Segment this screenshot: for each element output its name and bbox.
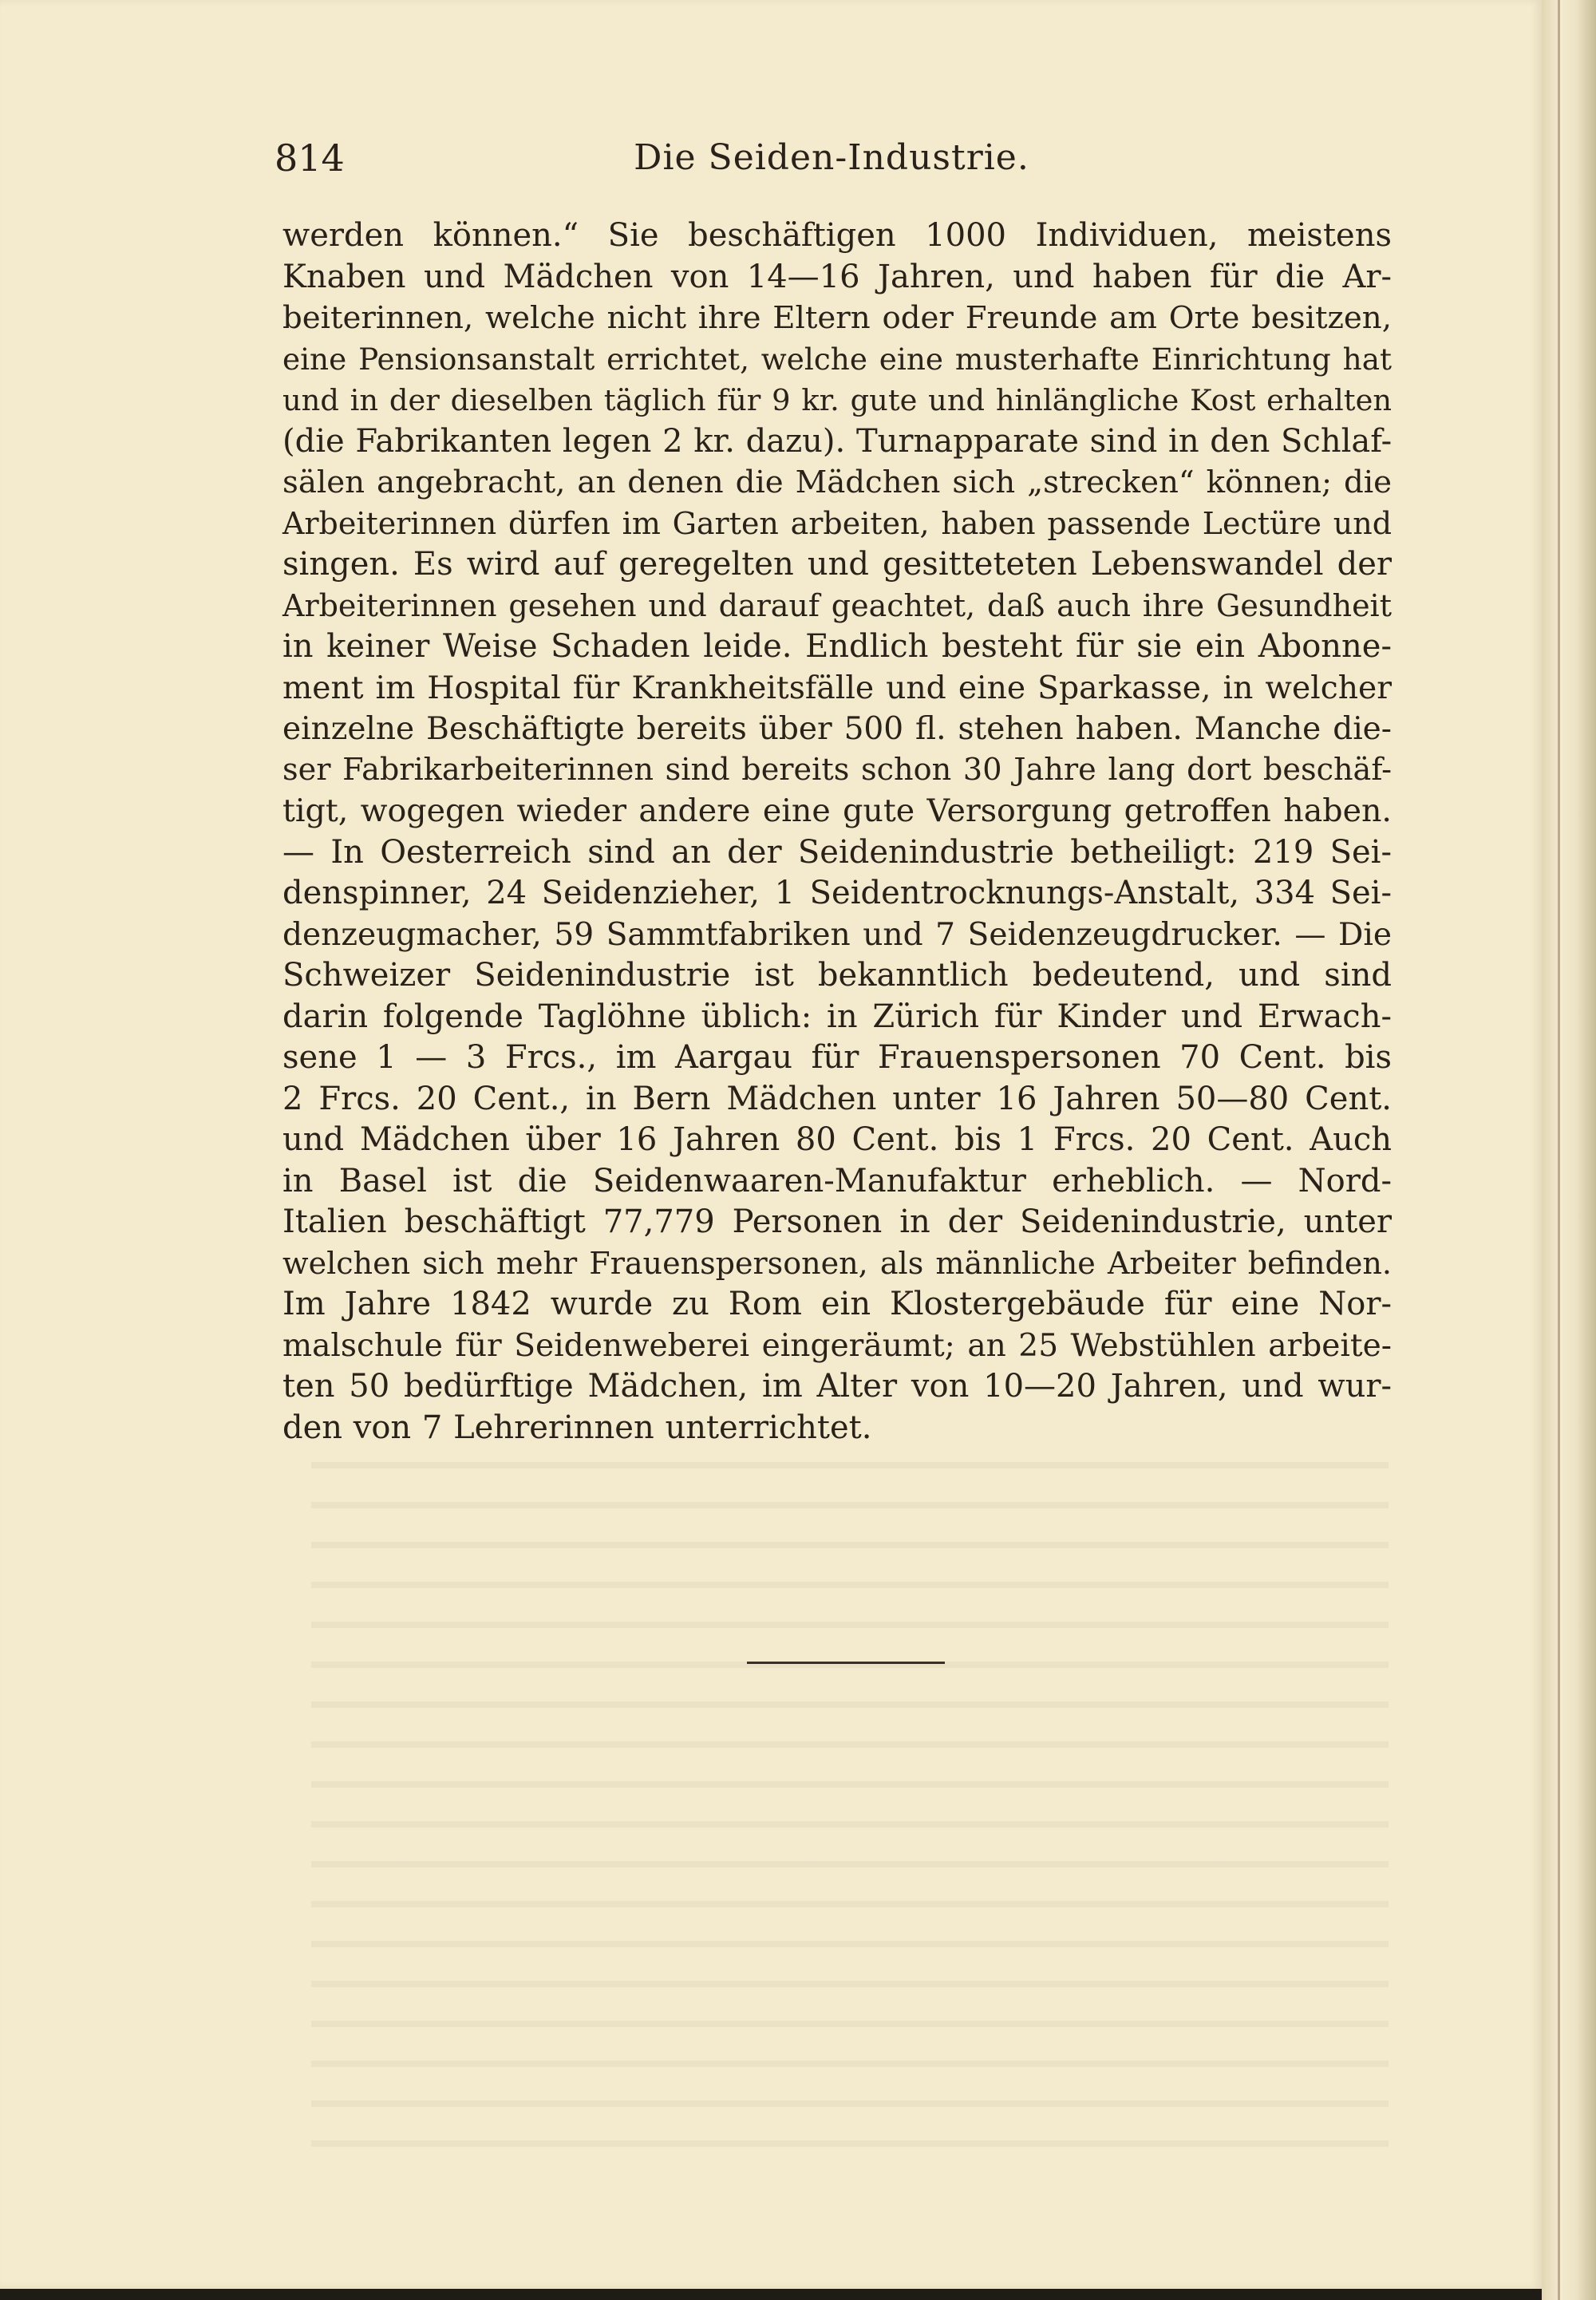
- text-line: ment im Hospital für Krankheitsfälle und eine Sparkasse, in welcher: [282, 670, 1392, 706]
- text-line: in Basel ist die Seidenwaaren-Manufaktur erheblich. — Nord-: [282, 1162, 1392, 1199]
- text-line: (die Fabrikanten legen 2 kr. dazu). Turnapparate sind in den Schlaf-: [282, 422, 1393, 460]
- text-line: denzeugmacher, 59 Sammtfabriken und 7 Seidenzeugdrucker. — Die: [282, 916, 1392, 953]
- text-line: sene 1 — 3 Frcs., im Aargau für Frauenspersonen 70 Cent. bis: [282, 1039, 1392, 1076]
- text-line: welchen sich mehr Frauenspersonen, als männliche Arbeiter befinden.: [282, 1245, 1392, 1281]
- text-line: Knaben und Mädchen von 14—16 Jahren, und haben für die Ar-: [282, 258, 1392, 295]
- text-line: darin folgende Taglöhne üblich: in Zürich für Kinder und Erwach-: [282, 998, 1392, 1035]
- text-line: Arbeiterinnen dürfen im Garten arbeiten, haben passende Lectüre und: [282, 505, 1392, 541]
- section-divider-rule: [747, 1662, 945, 1664]
- text-line: — In Oesterreich sind an der Seidenindustrie betheiligt: 219 Sei-: [282, 833, 1392, 871]
- text-line: denspinner, 24 Seidenzieher, 1 Seidentrocknungs-Anstalt, 334 Sei-: [282, 875, 1392, 911]
- text-line: malschule für Seidenweberei eingeräumt; an 25 Webstühlen arbeite-: [282, 1327, 1392, 1364]
- text-line: werden können.“ Sie beschäftigen 1000 Individuen, meistens: [282, 217, 1392, 254]
- text-line: und in der dieselben täglich für 9 kr. gute und hinlängliche Kost erhalten: [282, 383, 1392, 417]
- page-edge-line: [1558, 0, 1560, 2300]
- scan-bottom-border: [0, 2289, 1542, 2300]
- text-line: beiterinnen, welche nicht ihre Eltern oder Freunde am Orte besitzen,: [282, 300, 1392, 336]
- text-line: Schweizer Seidenindustrie ist bekanntlich bedeutend, und sind: [282, 957, 1392, 994]
- text-line: sälen angebracht, an denen die Mädchen sich „strecken“ können; die: [282, 464, 1392, 500]
- text-line: tigt, wogegen wieder andere eine gute Versorgung getroffen haben.: [282, 792, 1392, 829]
- text-line: den von 7 Lehrerinnen unterrichtet.: [282, 1409, 872, 1446]
- text-line: einzelne Beschäftigte bereits über 500 fl. stehen haben. Manche die-: [282, 711, 1392, 747]
- page-header: [275, 134, 1389, 182]
- text-line: 2 Frcs. 20 Cent., in Bern Mädchen unter 16 Jahren 50—80 Cent.: [282, 1080, 1392, 1117]
- text-line: Im Jahre 1842 wurde zu Rom ein Klostergebäude für eine Nor-: [282, 1286, 1392, 1322]
- running-title: Die Seiden-Industrie.: [634, 137, 1029, 178]
- text-line: in keiner Weise Schaden leide. Endlich besteht für sie ein Abonne-: [282, 628, 1392, 665]
- page-number: 814: [275, 136, 345, 180]
- text-line: ten 50 bedürftige Mädchen, im Alter von 10—20 Jahren, und wur-: [282, 1368, 1392, 1405]
- body-text: [282, 215, 1392, 1448]
- text-line: eine Pensionsanstalt errichtet, welche eine musterhafte Einrichtung hat: [282, 341, 1392, 377]
- text-line: und Mädchen über 16 Jahren 80 Cent. bis 1 Frcs. 20 Cent. Auch: [282, 1121, 1392, 1158]
- text-line: Arbeiterinnen gesehen und darauf geachtet, daß auch ihre Gesundheit: [282, 587, 1392, 623]
- bleed-through-text: [311, 1437, 1389, 2155]
- text-line: singen. Es wird auf geregelten und gesitteteten Lebenswandel der: [282, 546, 1392, 583]
- page-edge-right: [1542, 0, 1596, 2300]
- text-line: ser Fabrikarbeiterinnen sind bereits schon 30 Jahre lang dort beschäf-: [282, 752, 1392, 788]
- text-line: Italien beschäftigt 77,779 Personen in der Seidenindustrie, unter: [282, 1203, 1392, 1240]
